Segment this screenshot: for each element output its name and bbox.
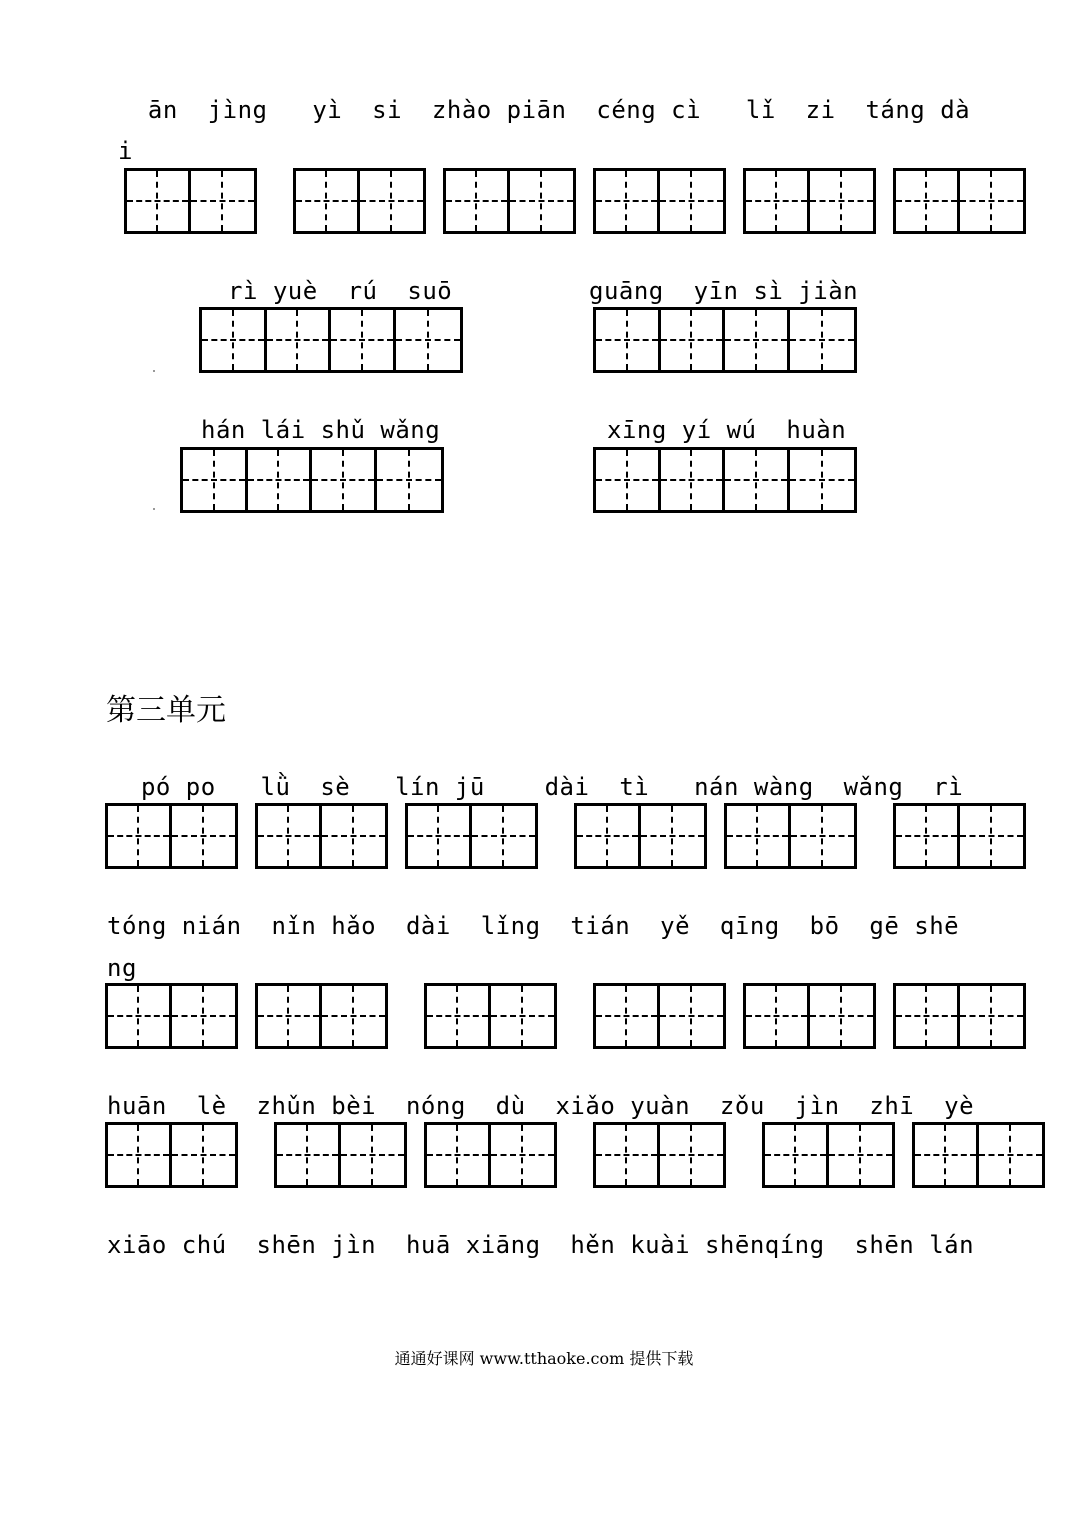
char-grid[interactable] xyxy=(274,1122,407,1188)
pinyin-unit3-row-2-line-1: tóng nián nǐn hǎo dài lǐng tián yě qīng bō gē shē xyxy=(107,912,960,940)
char-grid[interactable] xyxy=(593,983,726,1049)
char-grid[interactable] xyxy=(199,307,463,373)
char-grid[interactable] xyxy=(105,983,238,1049)
pinyin-row-1-line-1: ān jìng yì si zhào piān céng cì lǐ zi táng dà xyxy=(118,96,971,124)
char-grid[interactable] xyxy=(255,983,388,1049)
char-grid[interactable] xyxy=(293,168,426,234)
char-grid[interactable] xyxy=(424,1122,557,1188)
char-grid[interactable] xyxy=(574,803,707,869)
char-grid[interactable] xyxy=(180,447,444,513)
pinyin-unit3-row-2-line-2: ng xyxy=(107,954,137,982)
char-grid[interactable] xyxy=(724,803,857,869)
char-grid[interactable] xyxy=(893,983,1026,1049)
pinyin-row-1-line-2: i xyxy=(118,137,133,165)
char-grid[interactable] xyxy=(255,803,388,869)
char-grid[interactable] xyxy=(743,983,876,1049)
pinyin-row-2-right: guāng yīn sì jiàn xyxy=(589,277,859,305)
char-grid[interactable] xyxy=(424,983,557,1049)
char-grid[interactable] xyxy=(593,447,857,513)
section-title-unit-3: 第三单元 xyxy=(106,693,226,728)
pinyin-unit3-row-4: xiāo chú shēn jìn huā xiāng hěn kuài shēnqíng shēn lán xyxy=(107,1231,975,1259)
char-grid[interactable] xyxy=(105,1122,238,1188)
char-grid[interactable] xyxy=(105,803,238,869)
char-grid[interactable] xyxy=(762,1122,895,1188)
pinyin-unit3-row-3: huān lè zhǔn bèi nóng dù xiǎo yuàn zǒu jìn zhī yè xyxy=(107,1092,975,1120)
pinyin-row-2-left: rì yuè rú suō xyxy=(228,277,453,305)
char-grid[interactable] xyxy=(743,168,876,234)
pinyin-row-3-left: hán lái shǔ wǎng xyxy=(201,416,441,444)
char-grid[interactable] xyxy=(443,168,576,234)
stray-dot xyxy=(153,508,155,510)
stray-dot xyxy=(153,370,155,372)
pinyin-row-3-right: xīng yí wú huàn xyxy=(607,416,847,444)
pinyin-unit3-row-1: pó po lǜ sè lín jū dài tì nán wàng wǎng rì xyxy=(126,773,964,801)
footer-source: 通通好课网 www.tthaoke.com 提供下载 xyxy=(394,1349,694,1368)
char-grid[interactable] xyxy=(124,168,257,234)
char-grid[interactable] xyxy=(405,803,538,869)
char-grid[interactable] xyxy=(593,168,726,234)
char-grid[interactable] xyxy=(893,168,1026,234)
char-grid[interactable] xyxy=(593,1122,726,1188)
char-grid[interactable] xyxy=(893,803,1026,869)
char-grid[interactable] xyxy=(912,1122,1045,1188)
char-grid[interactable] xyxy=(593,307,857,373)
